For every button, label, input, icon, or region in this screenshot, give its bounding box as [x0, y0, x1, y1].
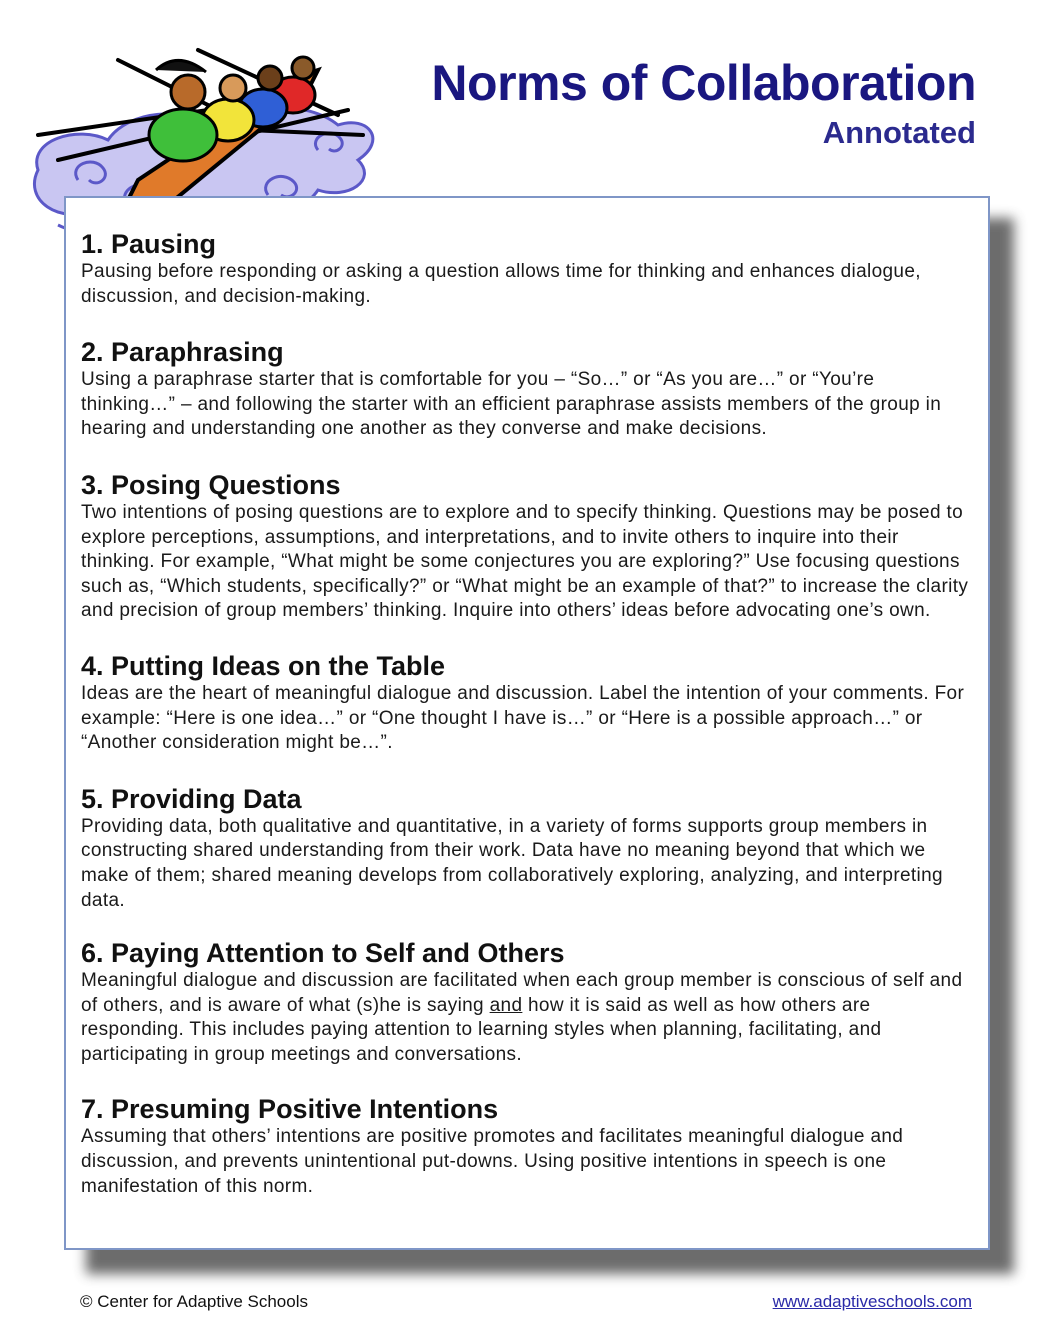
- website-link[interactable]: www.adaptiveschools.com: [772, 1292, 972, 1311]
- norm-heading: 3. Posing Questions: [81, 469, 341, 500]
- norm-text: how it is said as well as how others are responding. This includes paying attention to learning styles when planning, facilitating, and participating in group meetings and conversations.: [81, 994, 882, 1065]
- norm-pausing: [81, 228, 974, 309]
- norm-heading: 6. Paying Attention to Self and Others: [81, 938, 565, 969]
- norm-presuming-positive: [81, 1093, 974, 1199]
- norm-text: Meaningful dialogue and discussion are facilitated when each group member is conscious of self and of others, and is aware of what (s)he is saying: [81, 970, 963, 1016]
- norm-posing-questions: [81, 469, 974, 624]
- norm-paying-attention: [81, 937, 974, 1067]
- norm-heading: 2. Paraphrasing: [81, 337, 284, 368]
- page-title: Norms of Collaboration: [431, 55, 976, 111]
- norm-heading: 1. Pausing: [81, 229, 217, 259]
- norm-putting-ideas: [81, 650, 974, 756]
- norm-heading: 5. Providing Data: [81, 783, 302, 814]
- norm-description: Two intentions of posing questions are to explore and to specify thinking. Questions may be posed to explore perceptions, assumptions, and interpretations, and to invite others to inquire into their thinking. For example, “What might be some conjectures you are exploring?” Use focusing questions such as, “Which students, specifically?” or “What might be an example of that?” to increase the clarity and precision of group members’ thinking. Inquire into others’ ideas before advocating one’s own.: [81, 501, 969, 622]
- norm-paraphrasing: [81, 336, 974, 442]
- norm-description: Providing data, both qualitative and quantitative, in a variety of forms supports group members in constructing shared understanding from their work. Data have no meaning beyond that which we make of them; shared meaning develops from collaboratively exploring, analyzing, and interpreting data.: [81, 815, 943, 911]
- norm-description: Pausing before responding or asking a question allows time for thinking and enhances dialogue, discussion, and decision-making.: [81, 261, 921, 307]
- page-subtitle: Annotated: [822, 115, 976, 150]
- norm-heading: 4. Putting Ideas on the Table: [81, 650, 446, 681]
- copyright-notice: © Center for Adaptive Schools: [80, 1292, 308, 1311]
- norms-card: [64, 196, 990, 1250]
- norm-description: Assuming that others’ intentions are positive promotes and facilitates meaningful dialogue and discussion, and prevents unintentional put-downs. Using positive intentions in speech is one manifestation of this norm.: [81, 1126, 904, 1197]
- norm-description: Ideas are the heart of meaningful dialogue and discussion. Label the intention of your comments. For example: “Here is one idea…” or “One thought I have is…” or “Here is a possible approach…” or “Another consideration might be…”.: [81, 682, 965, 754]
- norm-providing-data: [81, 783, 974, 913]
- norm-description: [81, 969, 974, 1067]
- norm-heading: 7. Presuming Positive Intentions: [81, 1094, 499, 1125]
- norm-underlined-word: and: [489, 994, 523, 1016]
- norm-description: Using a paraphrase starter that is comfortable for you – “So…” or “As you are…” or “You’re thinking…” – and following the starter with an efficient paraphrase assists members of the group in hearing and understanding one another as they converse and make decisions.: [81, 369, 942, 440]
